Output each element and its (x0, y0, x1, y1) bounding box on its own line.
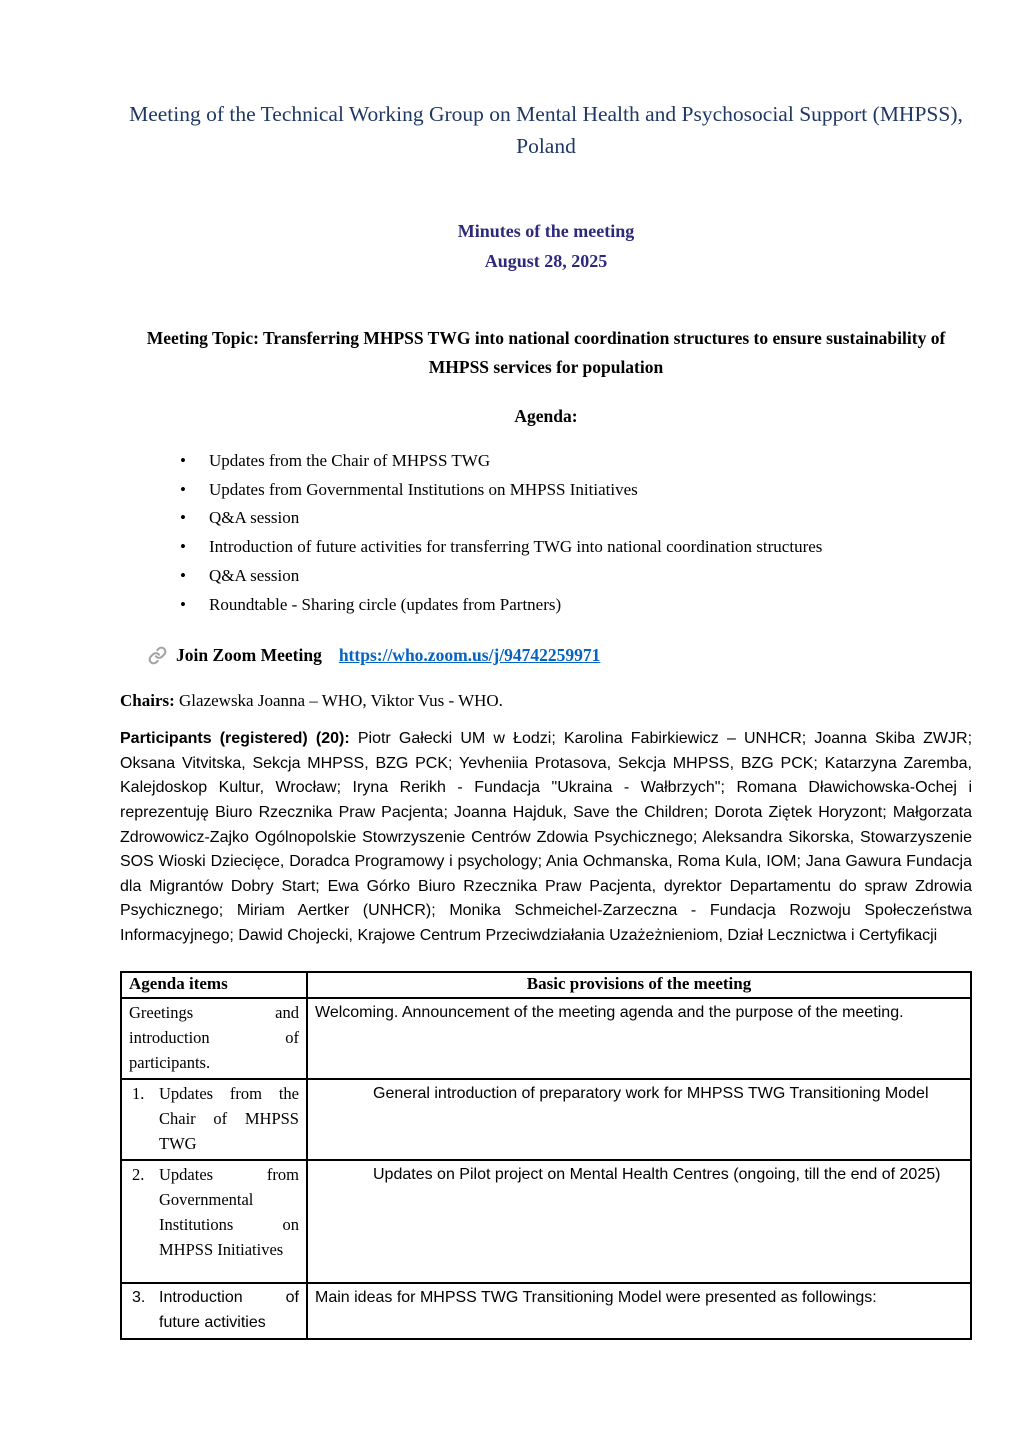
zoom-meeting-link[interactable]: https://who.zoom.us/j/94742259971 (338, 645, 601, 666)
item-number: 1. (132, 1083, 145, 1103)
provision-cell: Updates on Pilot project on Mental Health Centres (ongoing, till the end of 2025) (307, 1160, 971, 1283)
item-text: Updates from the Chair of MHPSS TWG (159, 1083, 299, 1153)
item-text: Introduction of future activities (159, 1288, 299, 1331)
chain-link-icon (148, 646, 167, 665)
header-agenda-items: Agenda items (121, 972, 307, 998)
agenda-item: • Introduction of future activities for transferring TWG into national coordination structures (180, 533, 972, 562)
item-number: 2. (132, 1164, 145, 1184)
agenda-item: • Updates from Governmental Institutions on MHPSS Initiatives (180, 476, 972, 505)
join-zoom-label: Join Zoom Meeting (176, 645, 322, 666)
item-number: 3. (132, 1288, 146, 1306)
participants-paragraph (120, 727, 972, 948)
table-row (121, 998, 971, 1079)
minutes-heading: Minutes of the meeting (457, 221, 635, 241)
agenda-item: • Q&A session (180, 562, 972, 591)
agenda-item-cell (121, 1160, 307, 1283)
agenda-list (120, 447, 972, 619)
agenda-item-cell (121, 1283, 307, 1339)
chairs-label: Chairs: (120, 691, 175, 711)
agenda-item: • Updates from the Chair of MHPSS TWG (180, 447, 972, 476)
chairs-line (120, 688, 972, 713)
agenda-item: • Q&A session (180, 504, 972, 533)
provision-cell: General introduction of preparatory work for MHPSS TWG Transitioning Model (307, 1079, 971, 1160)
agenda-heading: Agenda: (514, 406, 578, 426)
chairs-text: Glazewska Joanna – WHO, Viktor Vus - WHO. (179, 691, 503, 711)
agenda-item-cell (121, 1079, 307, 1160)
agenda-item: • Roundtable - Sharing circle (updates from Partners) (180, 591, 972, 620)
participants-label: Participants (registered) (20): (120, 730, 350, 748)
header-basic-provisions: Basic provisions of the meeting (307, 972, 971, 998)
item-text: Updates from Governmental Institutions on MHPSS Initiatives (159, 1164, 299, 1259)
meeting-topic: Meeting Topic: Transferring MHPSS TWG into national coordination structures to ensure sustainability of MHPSS services for population (146, 328, 946, 377)
agenda-item-cell: Greetings and introduction of participants. (121, 998, 307, 1079)
table-row (121, 1160, 971, 1283)
minutes-subtitle-block (120, 216, 972, 276)
document-content (120, 0, 972, 1340)
provision-cell: Welcoming. Announcement of the meeting agenda and the purpose of the meeting. (307, 998, 971, 1079)
meeting-date: August 28, 2025 (484, 251, 608, 271)
provision-cell: Main ideas for MHPSS TWG Transitioning Model were presented as followings: (307, 1283, 971, 1339)
minutes-table (120, 971, 972, 1340)
table-header-row (121, 972, 971, 998)
join-zoom-line (120, 645, 972, 666)
participants-text: Piotr Gałecki UM w Łodzi; Karolina Fabirkiewicz – UNHCR; Joanna Skiba ZWJR; Oksana Vitvitska, Sekcja MHPSS, BZG PCK; Yevheniia Protasova, Sekcja MHPSS, BZG PCK; Katarzyna Zaremba, Kalejdoskop Kultur, Wrocław; Iryna Rerikh - Fundacja "Ukraina - Wałbrzych"; Romana Dławichowska-Ochej i reprezentuję Biuro Rzecznika Praw Pacjenta; Joanna Hajduk, Save the Children; Dorota Ziętek Horyzont; Małgorzata Zdrowowicz-Zajko Ogólnopolskie Stowrzyszenie Centrów Zdowia Psychicznego; Aleksandra Sikorska, Stowarzyszenie SOS Wioski Dziecięce, Doradca Programowy i psychology; Ania Ochmanska, Roma Kula, IOM; Jana Gawura Fundacja dla Migrantów Dobry Start; Ewa Górko Biuro Rzecznika Praw Pacjenta, dyrektor Departamentu do spraw Zdrowia Psychicznego; Miriam Aertker (UNHCR); Monika Schmeichel-Zarzeczna - Fundacja Rozwoju Społeczeństwa Informacyjnego; Dawid Chojecki, Krajowe Centrum Przeciwdziałania Uzażeżnieniom, Dział Lecznictwa i Certyfikacji (120, 730, 973, 944)
table-row (121, 1079, 971, 1160)
document-title: Meeting of the Technical Working Group on Mental Health and Psychosocial Support (MHPSS), Poland (129, 102, 963, 158)
table-row (121, 1283, 971, 1339)
